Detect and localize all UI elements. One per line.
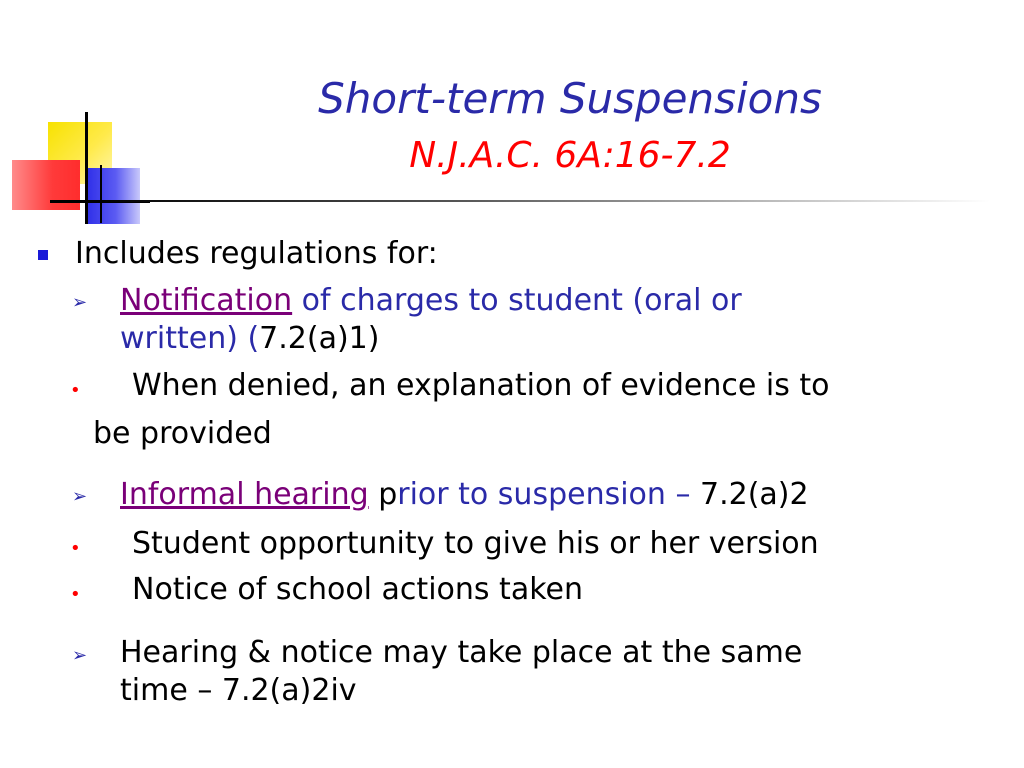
sub-denied-line2: be provided xyxy=(93,416,272,451)
sub-denied-line1: When denied, an explanation of evidence is to xyxy=(132,368,830,403)
item-notification-line2: written) (7.2(a)1) xyxy=(120,321,380,356)
slide-title: Short-term Suspensions xyxy=(318,74,822,123)
dot-bullet-icon: • xyxy=(70,584,81,605)
sub-notice-actions: Notice of school actions taken xyxy=(132,572,583,607)
arrow-bullet-icon: ➢ xyxy=(72,486,88,507)
dot-bullet-icon: • xyxy=(70,538,81,559)
main-bullet-text: Includes regulations for: xyxy=(75,236,438,271)
title-rule xyxy=(100,200,990,202)
informal-hearing-link[interactable]: Informal hearing xyxy=(120,477,369,512)
sub-student-opportunity: Student opportunity to give his or her version xyxy=(132,526,819,561)
item-hearing-notice-line1: Hearing & notice may take place at the same xyxy=(120,635,803,670)
arrow-bullet-icon: ➢ xyxy=(72,645,88,666)
dot-bullet-icon: • xyxy=(70,380,81,401)
logo-vertical-line xyxy=(85,112,88,224)
notification-link[interactable]: Notification xyxy=(120,283,293,318)
logo-blue-square xyxy=(86,168,140,224)
decorative-logo xyxy=(0,0,150,240)
logo-vertical-line-2 xyxy=(100,165,102,223)
item-hearing-notice-line2: time – 7.2(a)2iv xyxy=(120,673,357,708)
item-notification-line1: Notification of charges to student (oral or xyxy=(120,283,742,318)
item-informal-hearing: Informal hearing prior to suspension – 7.2(a)2 xyxy=(120,477,809,512)
slide-subtitle: N.J.A.C. 6A:16-7.2 xyxy=(409,135,731,176)
arrow-bullet-icon: ➢ xyxy=(72,292,88,313)
square-bullet-icon xyxy=(38,250,48,260)
